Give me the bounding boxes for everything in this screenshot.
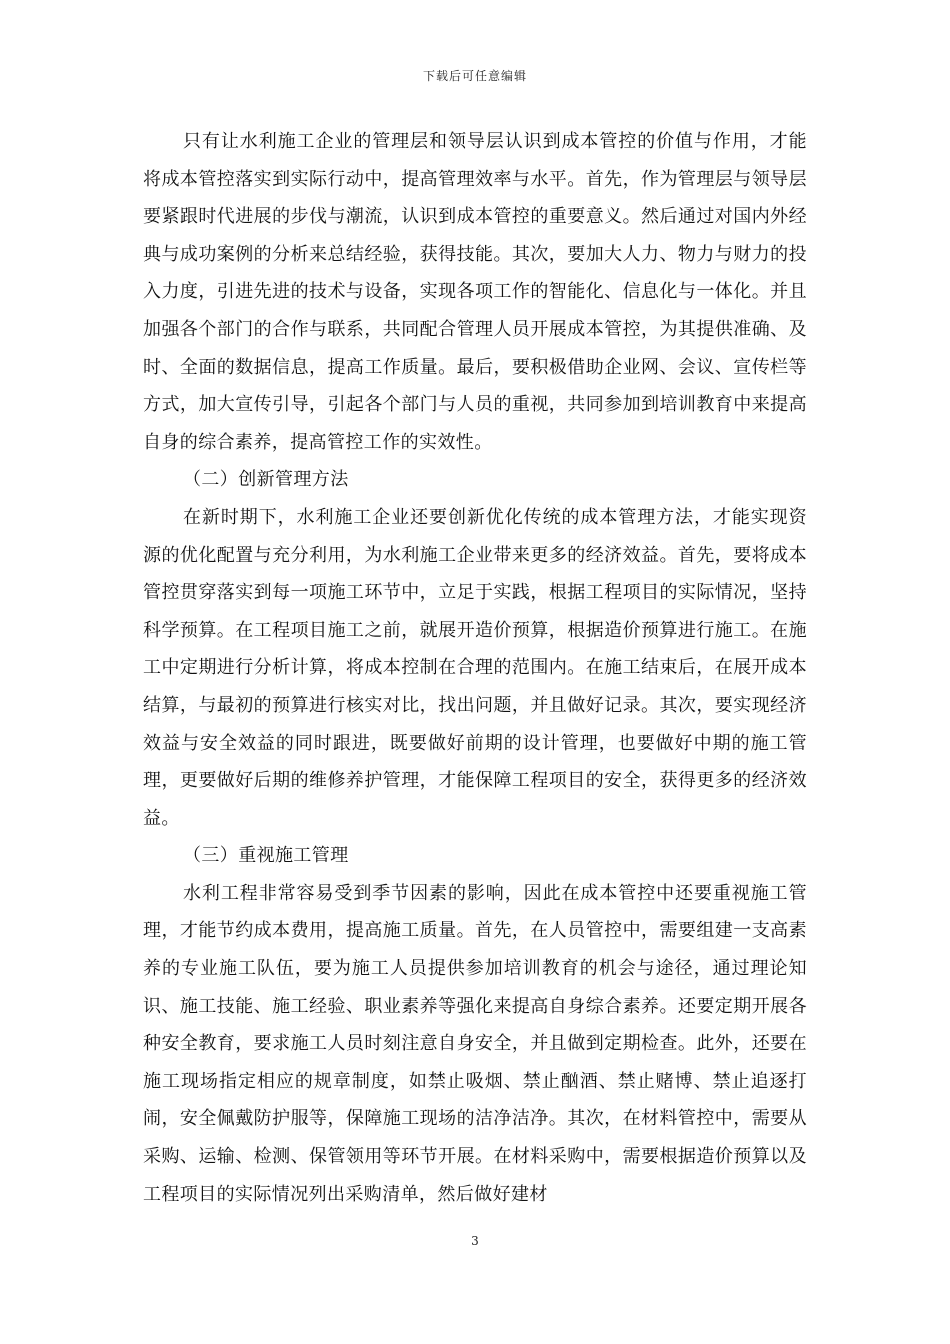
paragraph-construction-management: 水利工程非常容易受到季节因素的影响，因此在成本管控中还要重视施工管理，才能节约成本费用，提高施工质量。首先，在人员管控中，需要组建一支高素养的专业施工队伍，要为施工人员提供参加培训教育的机会与途径，通过理论知识、施工技能、施工经验、职业素养等强化来提高自身综合素养。还要定期开展各种安全教育，要求施工人员时刻注意自身安全，并且做到定期检查。此外，还要在施工现场指定相应的规章制度，如禁止吸烟、禁止酗酒、禁止赌博、禁止追逐打闹，安全佩戴防护服等，保障施工现场的洁净洁净。其次，在材料管控中，需要从采购、运输、检测、保管领用等环节开展。在材料采购中，需要根据造价预算以及工程项目的实际情况列出采购清单，然后做好建材 bbox=[143, 882, 807, 1205]
page-number: 3 bbox=[471, 1234, 479, 1248]
section-heading-innovate-methods: （二）创新管理方法 bbox=[183, 469, 349, 491]
paragraph-innovate-methods: 在新时期下，水利施工企业还要创新优化传统的成本管理方法，才能实现资源的优化配置与充分利用，为水利施工企业带来更多的经济效益。首先，要将成本管控贯穿落实到每一项施工环节中，立足于实践，根据工程项目的实际情况，坚持科学预算。在工程项目施工之前，就展开造价预算，根据造价预算进行施工。在施工中定期进行分析计算，将成本控制在合理的范围内。在施工结束后，在展开成本结算，与最初的预算进行核实对比，找出问题，并且做好记录。其次，要实现经济效益与安全效益的同时跟进，既要做好前期的设计管理，也要做好中期的施工管理，更要做好后期的维修养护管理，才能保障工程项目的安全，获得更多的经济效益。 bbox=[143, 506, 807, 829]
page-header: 下载后可任意编辑 bbox=[422, 69, 527, 83]
section-heading-construction-management: （三）重视施工管理 bbox=[183, 845, 349, 867]
paragraph-management-awareness: 只有让水利施工企业的管理层和领导层认识到成本管控的价值与作用，才能将成本管控落实到实际行动中，提高管理效率与水平。首先，作为管理层与领导层要紧跟时代进展的步伐与潮流，认识到成本管控的重要意义。然后通过对国内外经典与成功案例的分析来总结经验，获得技能。其次，要加大人力、物力与财力的投入力度，引进先进的技术与设备，实现各项工作的智能化、信息化与一体化。并且加强各个部门的合作与联系，共同配合管理人员开展成本管控，为其提供准确、及时、全面的数据信息，提高工作质量。最后，要积极借助企业网、会议、宣传栏等方式，加大宣传引导，引起各个部门与人员的重视，共同参加到培训教育中来提高自身的综合素养，提高管控工作的实效性。 bbox=[143, 131, 807, 453]
document-body bbox=[143, 123, 807, 1213]
